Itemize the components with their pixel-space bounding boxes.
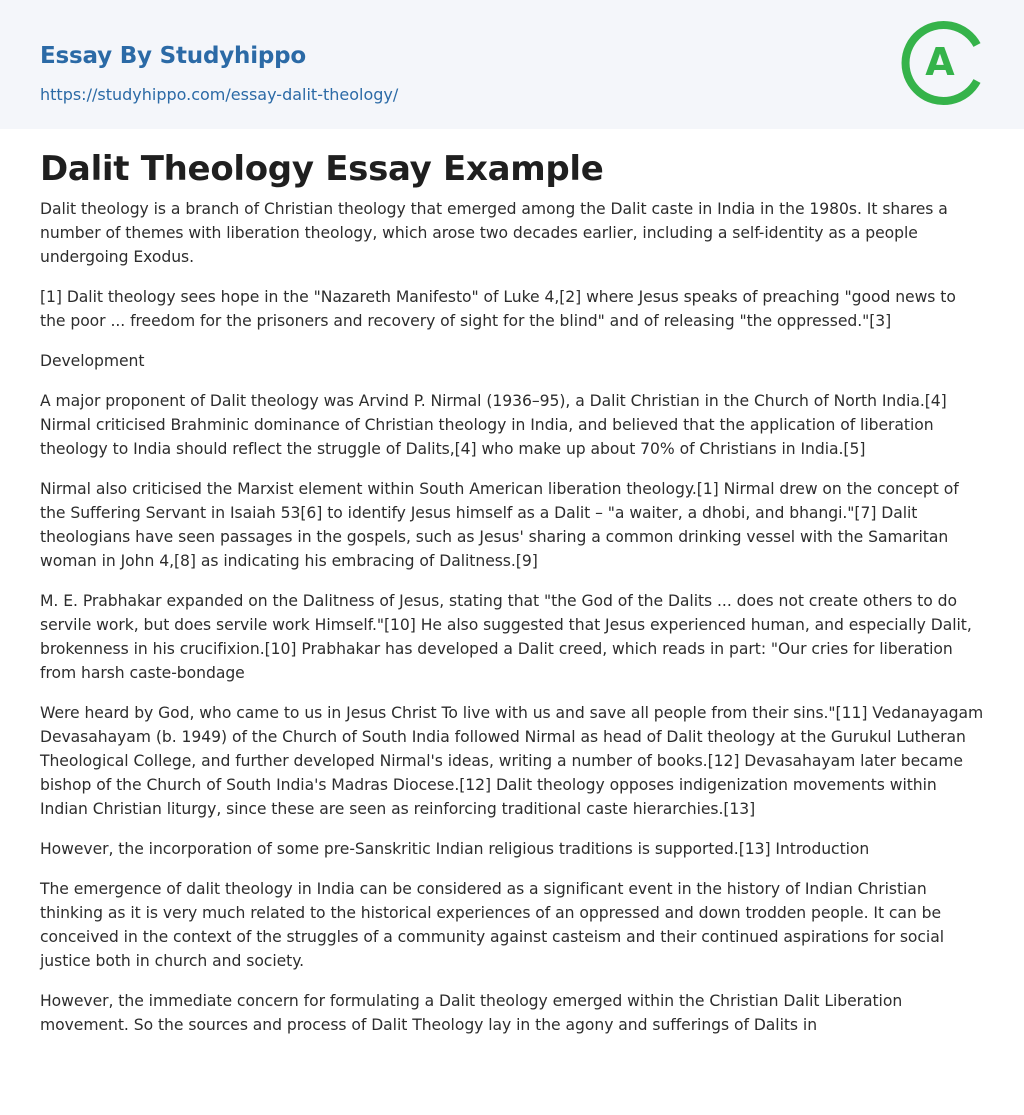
- paragraph-7: Were heard by God, who came to us in Jesus Christ To live with us and save all people from their sins."[11] Vedanayagam Devasahayam (b. 1949) of the Church of South India followed Nirmal as head of Dalit theology at the Gurukul Lutheran Theological College, and further developed Nirmal's ideas, writing a number of books.[12] Devasahayam later became bishop of the Church of South India's Madras Diocese.[12] Dalit theology opposes indigenization movements within Indian Christian liturgy, since these are seen as reinforcing traditional caste hierarchies.[13]: [40, 704, 984, 818]
- paragraph-6: M. E. Prabhakar expanded on the Dalitness of Jesus, stating that "the God of the Dalits ... does not create others to do servile work, but does servile work Himself."[10] He also suggested that Jesus experienced human, and especially Dalit, brokenness in his crucifixion.[10] Prabhakar has developed a Dalit creed, which reads in part: "Our cries for liberation from harsh caste-bondage: [40, 592, 972, 682]
- paragraph-1: Dalit theology is a branch of Christian theology that emerged among the Dalit caste in India in the 1980s. It shares a number of themes with liberation theology, which arose two decades earlier, including a self-identity as a people undergoing Exodus.: [40, 200, 948, 266]
- paragraph-4: A major proponent of Dalit theology was Arvind P. Nirmal (1936–95), a Dalit Christian in the Church of North India.[4] Nirmal criticised Brahminic dominance of Christian theology in India, and believed that the application of liberation theology to India should reflect the struggle of Dalits,[4] who make up about 70% of Christians in India.[5]: [40, 392, 947, 458]
- page-url-link[interactable]: https://studyhippo.com/essay-dalit-theology/: [40, 85, 399, 104]
- section-heading-development: Development: [40, 352, 145, 370]
- paragraph-2: [1] Dalit theology sees hope in the "Nazareth Manifesto" of Luke 4,[2] where Jesus speaks of preaching "good news to the poor ... freedom for the prisoners and recovery of sight for the blind" and of releasing "the oppressed."[3]: [40, 288, 956, 330]
- site-header: [0, 0, 1024, 129]
- paragraph-10: However, the immediate concern for formulating a Dalit theology emerged within the Christian Dalit Liberation movement. So the sources and process of Dalit Theology lay in the agony and sufferings of Dalits in: [40, 992, 903, 1034]
- page-title: Dalit Theology Essay Example: [40, 149, 604, 189]
- studyhippo-logo-icon[interactable]: [898, 19, 986, 107]
- article: [0, 129, 1024, 1037]
- paragraph-8: However, the incorporation of some pre-Sanskritic Indian religious traditions is supported.[13] Introduction: [40, 840, 870, 858]
- paragraph-5: Nirmal also criticised the Marxist element within South American liberation theology.[1] Nirmal drew on the concept of the Suffering Servant in Isaiah 53[6] to identify Jesus himself as a Dalit – "a waiter, a dhobi, and bhangi."[7] Dalit theologians have seen passages in the gospels, such as Jesus' sharing a common drinking vessel with the Samaritan woman in John 4,[8] as indicating his embracing of Dalitness.[9]: [40, 480, 959, 570]
- site-name[interactable]: Essay By Studyhippo: [40, 43, 307, 69]
- logo-letter: A: [925, 40, 955, 84]
- paragraph-9: The emergence of dalit theology in India can be considered as a significant event in the history of Indian Christian thinking as it is very much related to the historical experiences of an oppressed and down trodden people. It can be conceived in the context of the struggles of a community against casteism and their continued aspirations for social justice both in church and society.: [40, 880, 945, 970]
